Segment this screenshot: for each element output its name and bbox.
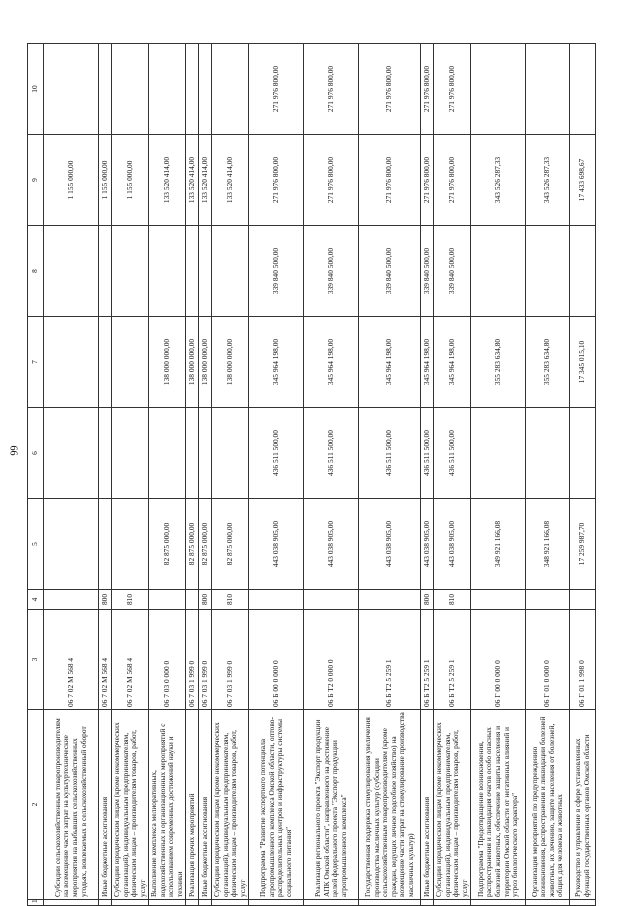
row-value-cell: 1 155 000,00 (99, 135, 112, 226)
table-row (186, 44, 199, 906)
row-value-cell: 436 511 500,00 (421, 408, 434, 499)
row-value-cell: 343 526 287,33 (526, 135, 570, 226)
row-value-cell: 345 964 198,00 (421, 317, 434, 408)
row-code-cell: 06 Г 01 1 998 0 (570, 610, 596, 710)
row-value-cell (471, 408, 526, 499)
row-value-cell (212, 44, 249, 135)
column-header: 10 (28, 44, 44, 135)
row-value-cell: 343 526 287,33 (471, 135, 526, 226)
table-row (212, 44, 249, 906)
row-value-cell (44, 499, 99, 590)
row-name-cell: Иные бюджетные ассигнования (199, 710, 212, 900)
row-value-cell: 436 511 500,00 (434, 408, 471, 499)
column-header: 6 (28, 408, 44, 499)
row-value-cell: 1 155 000,00 (44, 135, 99, 226)
row-value-cell: 443 038 905,00 (249, 499, 304, 590)
row-name-cell: Выполнение комплекса мелиоративных, водохозяйственных и организационных мероприятий с использованием современных достижений науки и техники (149, 710, 186, 900)
row-value-cell (149, 408, 186, 499)
row-code-cell: 06 Б T2 0 000 0 (304, 610, 359, 710)
row-value-cell: 339 840 500,00 (359, 226, 421, 317)
row-value-cell (44, 408, 99, 499)
row-value-cell (570, 226, 596, 317)
row-name-cell: Подпрограмма "Развитие экспортного потенциала агропромышленного комплекса Омской области, оптово-распределительных центров и инфраструктуры системы социального питания" (249, 710, 304, 900)
row-name-cell: Руководство и управление в сфере установленных функций государственных органов Омской области (570, 710, 596, 900)
row-value-cell: 810 (434, 590, 471, 610)
row-value-cell (44, 44, 99, 135)
row-value-cell (99, 317, 112, 408)
row-value-cell (526, 590, 570, 610)
column-header: 7 (28, 317, 44, 408)
row-value-cell: 17 259 987,70 (570, 499, 596, 590)
row-value-cell: 355 283 634,80 (526, 317, 570, 408)
page-number: 66 (7, 445, 19, 456)
row-value-cell: 138 000 000,00 (199, 317, 212, 408)
table-row (44, 44, 99, 906)
row-code-cell: 06 7 02 M 568 4 (44, 610, 99, 710)
column-header: 2 (28, 710, 44, 900)
row-value-cell: 271 976 800,00 (434, 44, 471, 135)
column-header: 5 (28, 499, 44, 590)
row-value-cell: 339 840 500,00 (434, 226, 471, 317)
row-value-cell: 271 976 800,00 (434, 135, 471, 226)
row-value-cell: 345 964 198,00 (359, 317, 421, 408)
row-value-cell (471, 44, 526, 135)
budget-table (27, 43, 596, 906)
table-row (526, 44, 570, 906)
row-value-cell: 348 921 166,08 (526, 499, 570, 590)
row-name-cell: Государственная поддержка стимулирования увеличения производства масличных культур (субсидии сельскохозяйственным товаропроизводителям (кроме граждан, ведущих личное подсобное хозяйство) на возмещение части затрат на стимулирование производства масличных культур) (359, 710, 421, 900)
row-name-cell: Субсидии юридическим лицам (кроме некоммерческих организаций), индивидуальным предпринимателям, физическим лицам – производителям товаров, работ, услуг (212, 710, 249, 900)
row-value-cell: 17 433 698,67 (570, 135, 596, 226)
row-value-cell (186, 226, 199, 317)
table-header-row (28, 44, 44, 906)
column-header: 8 (28, 226, 44, 317)
row-name-cell: Субсидии юридическим лицам (кроме некоммерческих организаций), индивидуальным предпринимателям, физическим лицам – производителям товаров, работ, услуг (112, 710, 149, 900)
row-value-cell: 271 976 800,00 (421, 44, 434, 135)
row-value-cell (570, 590, 596, 610)
row-value-cell (149, 226, 186, 317)
row-value-cell: 138 000 000,00 (186, 317, 199, 408)
row-value-cell (99, 499, 112, 590)
row-code-cell: 06 7 03 1 999 0 (212, 610, 249, 710)
budget-table-sheet (27, 46, 607, 906)
row-value-cell (471, 226, 526, 317)
table-row (112, 44, 149, 906)
table-row (99, 44, 112, 906)
row-value-cell: 1 155 000,00 (112, 135, 149, 226)
table-row (471, 44, 526, 906)
row-value-cell: 436 511 500,00 (304, 408, 359, 499)
row-code-cell: 06 7 03 0 000 0 (149, 610, 186, 710)
row-value-cell: 345 964 198,00 (434, 317, 471, 408)
row-value-cell (112, 408, 149, 499)
row-value-cell (99, 408, 112, 499)
row-code-cell: 06 7 02 M 568 4 (99, 610, 112, 710)
row-name-cell: Субсидии сельскохозяйственным товаропроизводителям на возмещение части затрат на культуртехнические мероприятия на выбывших сельскохозяйственных угодьях, вовлекаемых в сельскохозяйственный оборот (44, 710, 99, 900)
row-value-cell (212, 226, 249, 317)
row-code-cell: 06 Б T2 5 259 1 (421, 610, 434, 710)
row-value-cell (44, 226, 99, 317)
row-value-cell: 443 038 905,00 (359, 499, 421, 590)
row-value-cell: 355 283 634,80 (471, 317, 526, 408)
row-code-cell: 06 7 03 1 999 0 (186, 610, 199, 710)
row-value-cell: 800 (99, 590, 112, 610)
row-code-cell: 06 Б T2 5 259 1 (359, 610, 421, 710)
column-header: 4 (28, 590, 44, 610)
row-name-cell: Подпрограмма "Предотвращение возникновения, распространения и ликвидация очагов особо опасных болезней животных, обеспечение защиты населения и территории Омской области от негативных влияний и угроз биологического характера" (471, 710, 526, 900)
row-value-cell (112, 499, 149, 590)
row-value-cell: 271 976 800,00 (304, 44, 359, 135)
row-value-cell: 82 875 000,00 (186, 499, 199, 590)
row-value-cell (149, 590, 186, 610)
table-row (149, 44, 186, 906)
column-header: 3 (28, 610, 44, 710)
row-value-cell (471, 590, 526, 610)
row-value-cell: 133 520 414,00 (199, 135, 212, 226)
row-code-cell: 06 7 03 1 999 0 (199, 610, 212, 710)
row-value-cell: 345 964 198,00 (249, 317, 304, 408)
row-value-cell: 339 840 500,00 (304, 226, 359, 317)
row-value-cell: 133 520 414,00 (186, 135, 199, 226)
row-value-cell: 82 875 000,00 (149, 499, 186, 590)
row-value-cell (186, 590, 199, 610)
row-value-cell (359, 590, 421, 610)
row-code-cell: 06 Г 00 0 000 0 (471, 610, 526, 710)
row-value-cell (112, 226, 149, 317)
row-value-cell (249, 590, 304, 610)
row-value-cell: 271 976 800,00 (359, 44, 421, 135)
row-name-cell: Реализация регионального проекта "Экспорт продукции АПК Омской области", направленного на достижение целей федерального проекта "Экспорт продукции агропромышленного комплекса" (304, 710, 359, 900)
row-value-cell: 271 976 800,00 (249, 44, 304, 135)
row-value-cell: 271 976 800,00 (359, 135, 421, 226)
row-value-cell: 133 520 414,00 (212, 135, 249, 226)
column-header: 1 (28, 900, 44, 906)
row-name-cell: Реализация прочих мероприятий (186, 710, 199, 900)
row-value-cell: 436 511 500,00 (249, 408, 304, 499)
row-value-cell (570, 44, 596, 135)
row-value-cell: 810 (212, 590, 249, 610)
row-value-cell (112, 317, 149, 408)
row-value-cell (199, 44, 212, 135)
row-value-cell (186, 408, 199, 499)
row-value-cell (526, 226, 570, 317)
row-code-cell: 06 Г 01 0 000 0 (526, 610, 570, 710)
row-value-cell (149, 44, 186, 135)
row-value-cell: 271 976 800,00 (304, 135, 359, 226)
row-name-cell: Иные бюджетные ассигнования (421, 710, 434, 900)
row-value-cell (112, 44, 149, 135)
row-value-cell (44, 590, 99, 610)
row-value-cell: 133 520 414,00 (149, 135, 186, 226)
row-value-cell: 339 840 500,00 (249, 226, 304, 317)
table-body (44, 44, 596, 906)
row-value-cell: 810 (112, 590, 149, 610)
row-value-cell: 800 (199, 590, 212, 610)
row-value-cell: 443 038 905,00 (304, 499, 359, 590)
row-value-cell (570, 408, 596, 499)
table-row (421, 44, 434, 906)
row-value-cell: 443 038 905,00 (421, 499, 434, 590)
row-value-cell (199, 408, 212, 499)
row-value-cell: 271 976 800,00 (249, 135, 304, 226)
row-value-cell (526, 44, 570, 135)
row-value-cell: 443 038 905,00 (434, 499, 471, 590)
row-value-cell: 436 511 500,00 (359, 408, 421, 499)
row-value-cell (99, 226, 112, 317)
row-code-cell: 06 7 02 M 568 4 (112, 610, 149, 710)
row-name-cell: Организация мероприятий по предупреждению возникновения, распространения и ликвидации болезней животных, их лечению, защите населения от болезней, общих для человека и животных (526, 710, 570, 900)
row-value-cell: 800 (421, 590, 434, 610)
row-name-cell: Иные бюджетные ассигнования (99, 710, 112, 900)
table-row (434, 44, 471, 906)
table-row (304, 44, 359, 906)
row-value-cell (44, 317, 99, 408)
column-header: 9 (28, 135, 44, 226)
row-value-cell (526, 408, 570, 499)
row-value-cell: 17 345 015,10 (570, 317, 596, 408)
row-value-cell: 138 000 000,00 (149, 317, 186, 408)
table-row (570, 44, 596, 906)
row-value-cell (199, 226, 212, 317)
row-value-cell (99, 44, 112, 135)
table-row (199, 44, 212, 906)
row-value-cell: 349 921 166,08 (471, 499, 526, 590)
row-value-cell: 138 000 000,00 (212, 317, 249, 408)
row-name-cell: Субсидии юридическим лицам (кроме некоммерческих организаций), индивидуальным предпринимателям, физическим лицам – производителям товаров, работ, услуг (434, 710, 471, 900)
row-value-cell: 271 976 800,00 (421, 135, 434, 226)
row-code-cell: 06 Б T2 5 259 1 (434, 610, 471, 710)
row-value-cell: 82 875 000,00 (212, 499, 249, 590)
table-row (249, 44, 304, 906)
row-value-cell: 345 964 198,00 (304, 317, 359, 408)
row-value-cell (212, 408, 249, 499)
row-value-cell (186, 44, 199, 135)
row-value-cell (304, 590, 359, 610)
row-value-cell: 339 840 500,00 (421, 226, 434, 317)
table-row (359, 44, 421, 906)
row-code-cell: 06 Б 00 0 000 0 (249, 610, 304, 710)
row-value-cell: 82 875 000,00 (199, 499, 212, 590)
